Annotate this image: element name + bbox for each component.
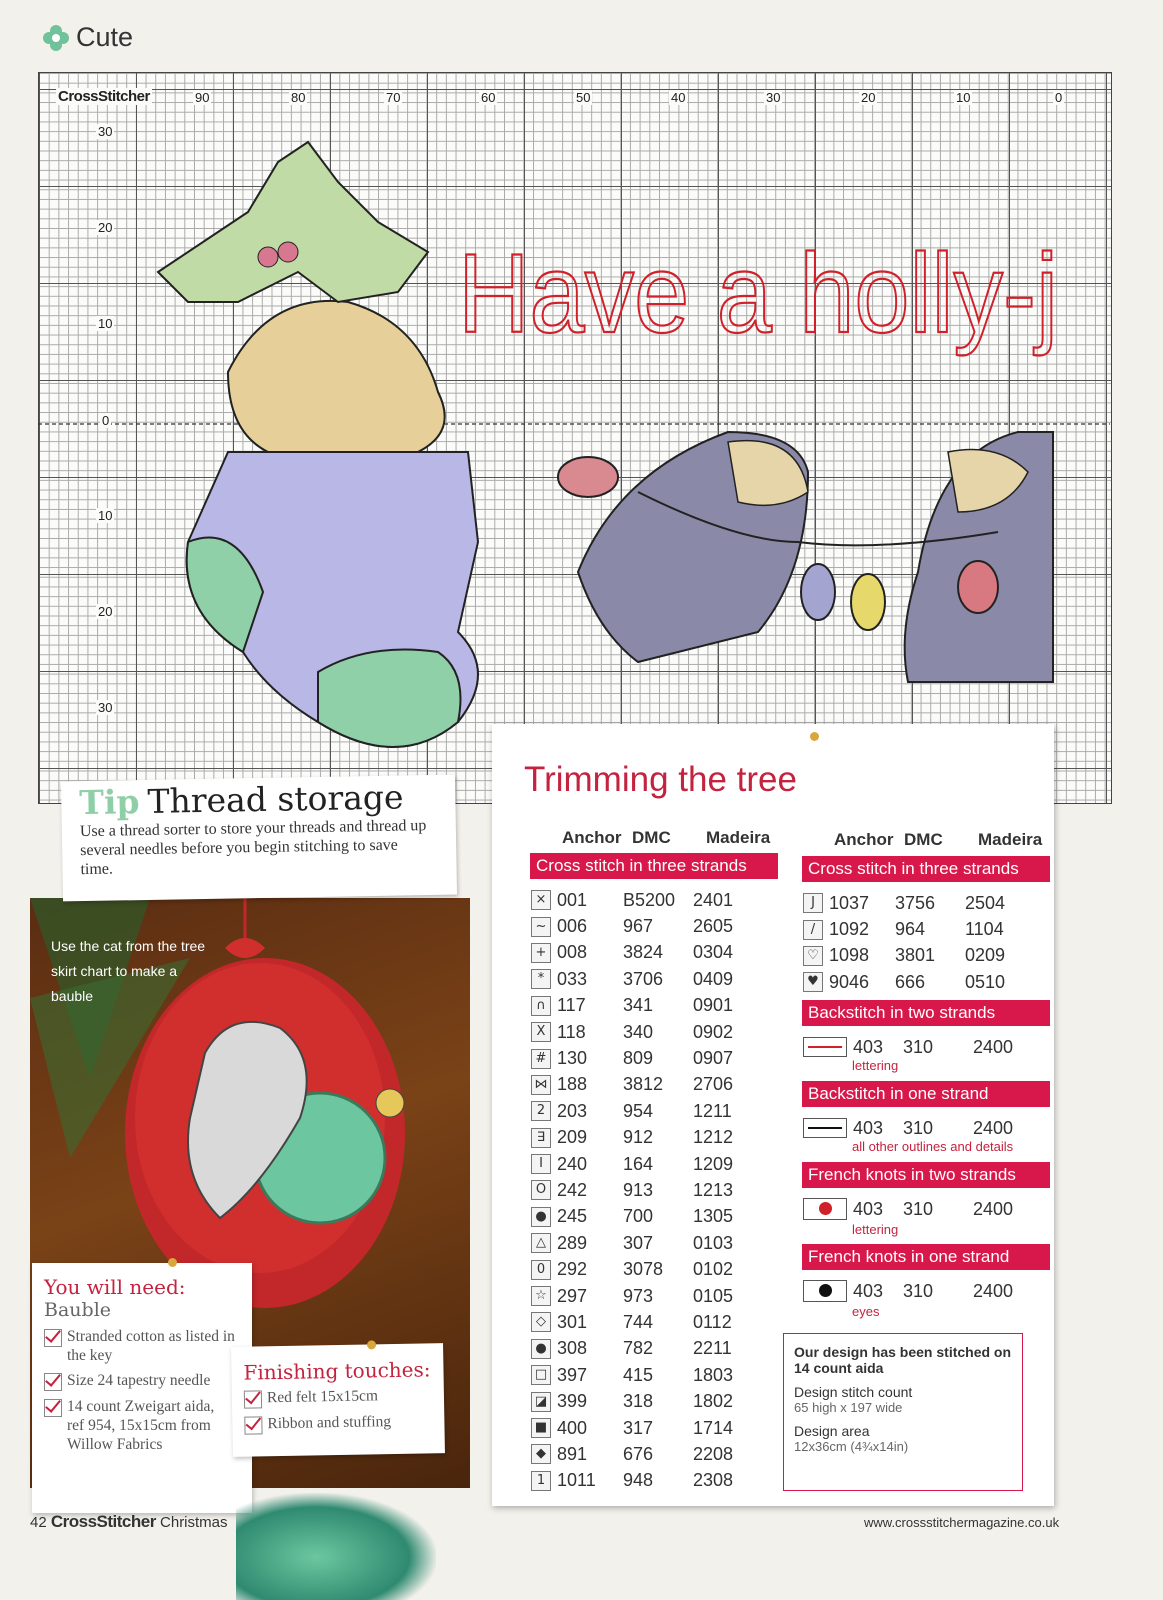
x-label: 70 — [386, 90, 401, 105]
anchor-value: 001 — [557, 889, 588, 910]
french-knot-one-row — [803, 1278, 1013, 1304]
dmc-value: 310 — [903, 1198, 934, 1219]
anchor-value: 242 — [557, 1179, 588, 1200]
tip-title: Thread storage — [147, 777, 404, 821]
need-title: You will need: — [44, 1275, 186, 1299]
dmc-value: 317 — [623, 1417, 654, 1438]
madeira-value: 2401 — [693, 889, 734, 910]
key-row — [531, 1230, 771, 1256]
x-label: 0 — [1055, 90, 1063, 105]
anchor-value: 245 — [557, 1206, 588, 1227]
symbol-icon: ∩ — [531, 996, 551, 1016]
anchor-value: 399 — [557, 1391, 588, 1412]
madeira-value: 0902 — [693, 1021, 734, 1042]
madeira-value: 2308 — [693, 1470, 734, 1491]
symbol-icon: X — [531, 1022, 551, 1042]
stitch-count-value: 65 high x 197 wide — [794, 1400, 903, 1415]
header-anchor: Anchor — [562, 828, 622, 847]
anchor-value: 130 — [557, 1048, 588, 1069]
key-row — [803, 890, 1043, 916]
madeira-value: 1803 — [693, 1364, 734, 1385]
madeira-value: 1714 — [693, 1417, 734, 1438]
x-label: 80 — [291, 90, 306, 105]
anchor-value: 118 — [557, 1021, 586, 1042]
y-label: 10 — [98, 508, 113, 523]
checkbox-icon — [244, 1416, 262, 1434]
french-knot-one-note: eyes — [852, 1304, 880, 1319]
madeira-value: 0304 — [693, 942, 734, 963]
header-dmc: DMC — [904, 830, 943, 849]
page-number: 42 — [30, 1514, 47, 1531]
symbol-icon: ● — [531, 1207, 551, 1227]
dmc-value: 3812 — [623, 1074, 664, 1095]
symbol-icon: ⋈ — [531, 1075, 551, 1095]
y-label: 20 — [98, 604, 113, 619]
design-info-box — [783, 1333, 1023, 1491]
need-item-text: Stranded cotton as listed in the key — [67, 1328, 235, 1364]
mouse-motif — [228, 301, 445, 452]
symbol-icon: 1 — [531, 1471, 551, 1491]
key-row — [531, 1098, 771, 1124]
anchor-value: 308 — [557, 1338, 588, 1359]
key-row — [531, 1468, 771, 1494]
dmc-value: 310 — [903, 1117, 934, 1138]
key-row — [531, 1362, 771, 1388]
section-tag — [42, 22, 133, 53]
photo-caption: Use the cat from the tree skirt chart to make a bauble — [51, 938, 206, 1004]
key-row — [531, 1125, 771, 1151]
french-knot-two-row — [803, 1196, 1013, 1222]
madeira-value: 2211 — [693, 1338, 732, 1359]
anchor-value: 1098 — [829, 945, 870, 966]
dmc-value: 3706 — [623, 968, 664, 989]
key-row — [531, 1177, 771, 1203]
pin-icon — [810, 732, 819, 741]
symbol-icon: + — [531, 943, 551, 963]
backstitch-one-row — [803, 1115, 1013, 1141]
checkbox-icon — [44, 1399, 62, 1417]
madeira-value: 2400 — [973, 1280, 1014, 1301]
symbol-icon: ♡ — [803, 946, 823, 966]
finishing-item-text: Red felt 15x15cm — [266, 1387, 379, 1407]
finishing-item — [244, 1385, 444, 1408]
holly-motif — [158, 142, 428, 302]
dmc-value: 809 — [623, 1048, 654, 1069]
anchor-value: 188 — [557, 1074, 588, 1095]
madeira-value: 2605 — [693, 916, 734, 937]
finishing-item — [244, 1411, 444, 1434]
symbol-icon: ◪ — [531, 1392, 551, 1412]
madeira-value: 0102 — [693, 1259, 734, 1280]
dmc-value: 782 — [623, 1338, 654, 1359]
madeira-value: 0409 — [693, 968, 734, 989]
key-row — [531, 887, 771, 913]
madeira-value: 2400 — [973, 1198, 1014, 1219]
symbol-icon: △ — [531, 1233, 551, 1253]
backstitch-two-bar: Backstitch in two strands — [802, 1000, 1050, 1026]
anchor-value: 403 — [853, 1198, 884, 1219]
section-label: Cute — [76, 22, 134, 52]
y-label: 30 — [98, 124, 113, 139]
footer-url: www.crossstitchermagazine.co.uk — [864, 1515, 1060, 1530]
symbol-icon: ◇ — [531, 1312, 551, 1332]
symbol-icon: ◆ — [531, 1444, 551, 1464]
symbol-icon: × — [531, 890, 551, 910]
dmc-value: 700 — [623, 1206, 654, 1227]
key-row — [803, 943, 1043, 969]
dmc-value: 964 — [895, 919, 926, 940]
key-row — [803, 916, 1043, 942]
key-title: Trimming the tree — [524, 760, 797, 799]
right-key-list — [803, 890, 1043, 996]
dmc-value: 310 — [903, 1036, 934, 1057]
dmc-value: 913 — [623, 1179, 654, 1200]
madeira-value: 2208 — [693, 1443, 734, 1464]
backstitch-two-note: lettering — [852, 1058, 899, 1073]
footer-issue: Christmas — [160, 1514, 228, 1531]
x-label: 50 — [576, 90, 591, 105]
symbol-icon: O — [531, 1180, 551, 1200]
dmc-value: 676 — [623, 1443, 654, 1464]
dmc-value: 307 — [623, 1232, 654, 1253]
y-label: 10 — [98, 316, 113, 331]
stitch-count-label: Design stitch count — [794, 1384, 913, 1400]
tip-box — [61, 775, 457, 902]
anchor-value: 403 — [853, 1036, 884, 1057]
key-row — [531, 1441, 771, 1467]
key-row — [531, 966, 771, 992]
left-key-list — [531, 887, 771, 1494]
key-row — [531, 940, 771, 966]
dmc-value: 310 — [903, 1280, 934, 1301]
finishing-touches-box — [231, 1343, 445, 1457]
madeira-value: 1209 — [693, 1153, 734, 1174]
key-row — [531, 1256, 771, 1282]
pin-icon — [168, 1258, 177, 1267]
key-row — [531, 993, 771, 1019]
anchor-value: 400 — [557, 1417, 588, 1438]
key-row — [531, 1388, 771, 1414]
dmc-value: 415 — [623, 1364, 654, 1385]
need-item-text: 14 count Zweigart aida, ref 954, 15x15cm from Willow Fabrics — [67, 1398, 215, 1453]
dmc-value: 967 — [623, 916, 654, 937]
chart-greeting: Have a holly-j — [458, 231, 1058, 356]
dmc-value: 3756 — [895, 892, 936, 913]
symbol-icon: 2 — [531, 1101, 551, 1121]
info-headline — [794, 1344, 1012, 1376]
anchor-value: 9046 — [829, 971, 870, 992]
key-row — [531, 1309, 771, 1335]
anchor-value: 240 — [557, 1153, 588, 1174]
dmc-value: 666 — [895, 971, 926, 992]
checkbox-icon — [244, 1390, 262, 1408]
madeira-value: 1212 — [693, 1127, 734, 1148]
anchor-value: 209 — [557, 1127, 588, 1148]
madeira-value: 0510 — [965, 971, 1006, 992]
symbol-icon: ∃ — [531, 1128, 551, 1148]
key-row — [531, 1151, 771, 1177]
dmc-value: 744 — [623, 1311, 654, 1332]
need-subtitle: Bauble — [44, 1299, 112, 1321]
tip-text: Use a thread sorter to store your threads and thread up several needles before you begin stitching to save time. — [79, 817, 427, 879]
anchor-value: 891 — [557, 1443, 588, 1464]
backstitch-two-row — [803, 1034, 1013, 1060]
french-knot-two-note: lettering — [852, 1222, 899, 1237]
x-label: 20 — [861, 90, 876, 105]
madeira-value: 0907 — [693, 1048, 734, 1069]
chart-brand: CrossStitcher — [58, 88, 150, 105]
tip-label: Tip — [79, 782, 140, 823]
dmc-value: 3078 — [623, 1259, 664, 1280]
french-knot-two-bar: French knots in two strands — [802, 1162, 1050, 1188]
dmc-value: 318 — [623, 1391, 654, 1412]
anchor-value: 1092 — [829, 919, 870, 940]
dmc-value: 973 — [623, 1285, 654, 1306]
flower-icon — [42, 24, 70, 52]
pin-icon — [367, 1340, 376, 1349]
dmc-value: 948 — [623, 1470, 654, 1491]
symbol-icon: # — [531, 1049, 551, 1069]
key-row — [531, 913, 771, 939]
checkbox-icon — [44, 1329, 62, 1347]
symbol-icon: ■ — [531, 1418, 551, 1438]
dmc-value: 3801 — [895, 945, 936, 966]
anchor-value: 292 — [557, 1259, 588, 1280]
symbol-icon: J — [803, 893, 823, 913]
anchor-value: 1037 — [829, 892, 870, 913]
symbol-icon: ● — [531, 1339, 551, 1359]
key-row — [531, 1019, 771, 1045]
need-item-text: Size 24 tapestry needle — [67, 1372, 211, 1389]
symbol-icon: / — [803, 920, 823, 940]
madeira-value: 0112 — [693, 1311, 732, 1332]
anchor-value: 203 — [557, 1100, 588, 1121]
madeira-value: 0105 — [693, 1285, 734, 1306]
dmc-value: 164 — [623, 1153, 654, 1174]
design-area-value: 12x36cm (4¾x14in) — [794, 1439, 909, 1454]
french-knot-one-bar: French knots in one strand — [802, 1244, 1050, 1270]
symbol-icon: 0 — [531, 1260, 551, 1280]
dmc-value: 340 — [623, 1021, 654, 1042]
madeira-value: 2400 — [973, 1117, 1014, 1138]
finishing-title: Finishing touches: — [243, 1357, 431, 1385]
header-madeira: Madeira — [978, 830, 1043, 849]
header-madeira: Madeira — [706, 828, 771, 847]
need-item — [44, 1397, 252, 1454]
finishing-item-text: Ribbon and stuffing — [267, 1413, 392, 1433]
header-dmc: DMC — [632, 828, 671, 847]
checkbox-icon — [44, 1373, 62, 1391]
dmc-value: 912 — [623, 1127, 654, 1148]
key-row — [803, 969, 1043, 995]
thread-skein-image — [236, 1493, 436, 1600]
footer-brand: CrossStitcher — [50, 1512, 156, 1531]
anchor-value: 008 — [557, 942, 588, 963]
anchor-value: 403 — [853, 1280, 884, 1301]
backstitch-one-note: all other outlines and details — [852, 1139, 1014, 1154]
red-line-swatch — [803, 1037, 847, 1057]
madeira-value: 1213 — [693, 1179, 734, 1200]
anchor-value: 289 — [557, 1232, 588, 1253]
key-row — [531, 1415, 771, 1441]
anchor-value: 117 — [557, 995, 586, 1016]
red-dot-swatch — [803, 1198, 847, 1220]
anchor-value: 1011 — [557, 1470, 596, 1491]
anchor-value: 006 — [557, 916, 588, 937]
left-section-bar: Cross stitch in three strands — [530, 853, 778, 879]
madeira-value: 2504 — [965, 892, 1006, 913]
x-label: 90 — [195, 90, 210, 105]
y-label: 20 — [98, 220, 113, 235]
need-item — [44, 1327, 252, 1365]
key-row — [531, 1072, 771, 1098]
symbol-icon: ☆ — [531, 1286, 551, 1306]
dmc-value: B5200 — [623, 889, 676, 910]
anchor-value: 301 — [557, 1311, 588, 1332]
symbol-icon: I — [531, 1154, 551, 1174]
black-dot-swatch — [803, 1280, 847, 1302]
dmc-value: 341 — [623, 995, 654, 1016]
anchor-value: 297 — [557, 1285, 588, 1306]
header-anchor: Anchor — [834, 830, 894, 849]
right-section-bar: Cross stitch in three strands — [802, 856, 1050, 882]
design-area-label: Design area — [794, 1423, 870, 1439]
madeira-value: 1211 — [693, 1100, 732, 1121]
dmc-value: 954 — [623, 1100, 654, 1121]
madeira-value: 0209 — [965, 945, 1006, 966]
key-row — [531, 1336, 771, 1362]
anchor-value: 403 — [853, 1117, 884, 1138]
x-label: 60 — [481, 90, 496, 105]
you-will-need-box — [32, 1263, 252, 1513]
key-row — [531, 1204, 771, 1230]
symbol-icon: ♥ — [803, 972, 823, 992]
dmc-value: 3824 — [623, 942, 664, 963]
x-label: 10 — [956, 90, 971, 105]
y-label: 30 — [98, 700, 113, 715]
info-headline-text: Our design has been stitched on 14 count aida — [794, 1344, 1012, 1376]
madeira-value: 2400 — [973, 1036, 1014, 1057]
symbol-icon: ~ — [531, 917, 551, 937]
madeira-value: 1802 — [693, 1391, 734, 1412]
tip-heading — [79, 777, 456, 823]
chart-artwork — [38, 72, 1110, 802]
black-line-swatch — [803, 1118, 847, 1138]
need-item — [44, 1371, 252, 1391]
anchor-value: 033 — [557, 968, 588, 989]
key-row — [531, 1045, 771, 1071]
y-label: 0 — [102, 413, 110, 428]
madeira-value: 0901 — [693, 995, 734, 1016]
symbol-icon: □ — [531, 1365, 551, 1385]
page-footer — [30, 1512, 228, 1532]
symbol-icon: * — [531, 969, 551, 989]
x-label: 30 — [766, 90, 781, 105]
madeira-value: 2706 — [693, 1074, 734, 1095]
madeira-value: 1104 — [965, 919, 1004, 940]
backstitch-one-bar: Backstitch in one strand — [802, 1081, 1050, 1107]
key-row — [531, 1283, 771, 1309]
x-label: 40 — [671, 90, 686, 105]
anchor-value: 397 — [557, 1364, 588, 1385]
madeira-value: 1305 — [693, 1206, 734, 1227]
madeira-value: 0103 — [693, 1232, 734, 1253]
